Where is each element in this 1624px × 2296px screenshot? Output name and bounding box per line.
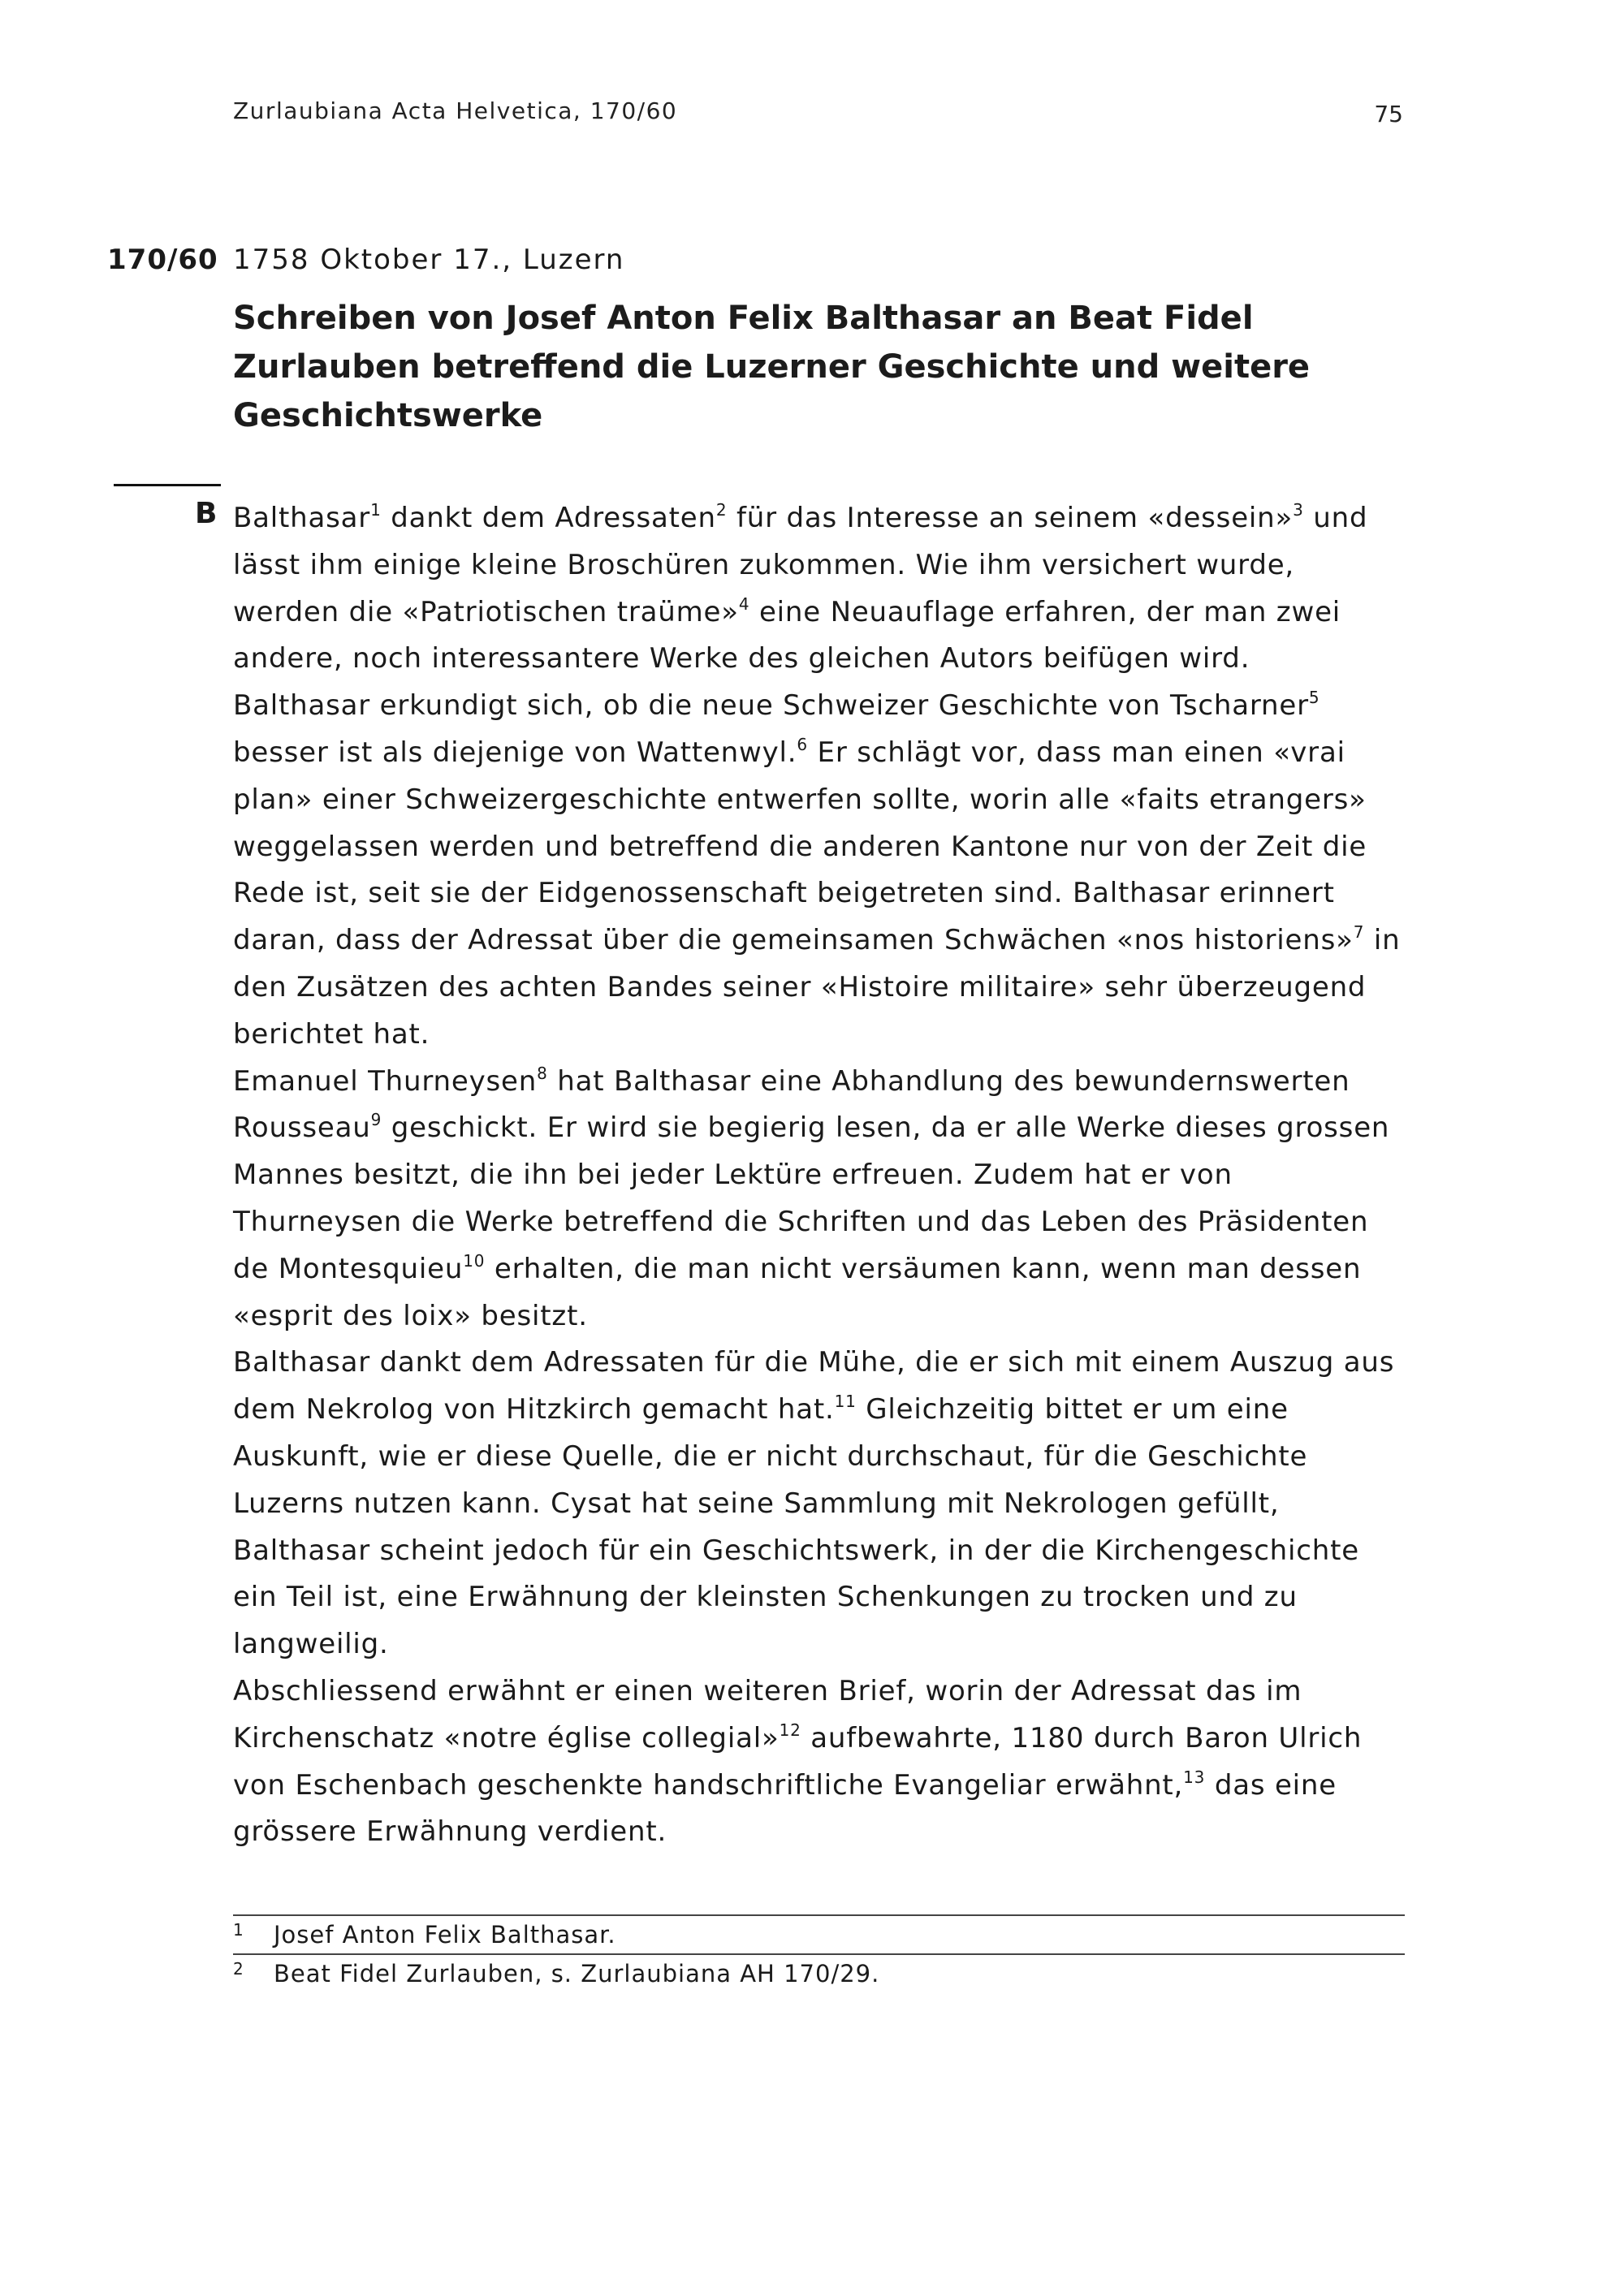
summary-line [233, 1387, 1435, 1434]
summary-text-segment: Luzerns nutzen kann. Cysat hat seine Sammlung mit Nekrologen gefüllt, [233, 1487, 1280, 1520]
summary-line [233, 870, 1435, 917]
document-date-place: 1758 Oktober 17., Luzern [233, 244, 625, 276]
summary-text-segment: in [1364, 924, 1401, 957]
footnote-marker: 6 [797, 734, 808, 754]
summary-line [233, 917, 1435, 965]
footnote-marker: 13 [1183, 1767, 1206, 1787]
summary-text-segment: werden die «Patriotischen traüme» [233, 595, 739, 628]
footnotes [233, 1914, 1405, 1992]
footnote-marker: 10 [463, 1250, 486, 1271]
summary-line [233, 1574, 1435, 1621]
footnote-text: Josef Anton Felix Balthasar. [274, 1921, 616, 1949]
summary-text-segment: von Eschenbach geschenkte handschriftliche Evangeliar erwähnt, [233, 1768, 1184, 1802]
summary-text-segment: Balthasar [233, 502, 371, 534]
summary-text-segment: Emanuel Thurneysen [233, 1064, 538, 1098]
summary-text-segment: dem Nekrolog von Hitzkirch gemacht hat. [233, 1393, 835, 1426]
title-line: Geschichtswerke [233, 397, 543, 434]
summary-text-segment: und [1303, 502, 1368, 534]
summary-line [233, 1105, 1435, 1152]
document-title [233, 294, 1419, 440]
summary-text-segment: dankt dem Adressaten [381, 502, 716, 534]
summary-text-segment: plan» einer Schweizergeschichte entwerfen sollte, worin alle «faits etrangers» [233, 783, 1367, 816]
section-divider [114, 484, 221, 486]
title-line: Schreiben von Josef Anton Felix Balthasar an Beat Fidel [233, 300, 1254, 337]
summary-line [233, 777, 1435, 824]
summary-text-segment: Rede ist, seit sie der Eidgenossenschaft beigetreten sind. Balthasar erinnert [233, 877, 1335, 910]
summary-text-segment: langweilig. [233, 1628, 389, 1661]
summary-text-segment: grössere Erwähnung verdient. [233, 1815, 667, 1849]
summary-line [233, 730, 1435, 777]
footnote-text: Beat Fidel Zurlauben, s. Zurlaubiana AH 170/29. [274, 1960, 880, 1987]
summary-text-segment: hat Balthasar eine Abhandlung des bewundernswerten [547, 1064, 1350, 1098]
summary-line [233, 1716, 1435, 1763]
summary-line [233, 1763, 1435, 1810]
summary-text-segment: Abschliessend erwähnt er einen weiteren Brief, worin der Adressat das im [233, 1674, 1302, 1707]
summary-text-segment: «esprit des loix» besitzt. [233, 1299, 588, 1332]
summary-line [233, 1246, 1435, 1293]
summary-line [233, 1434, 1435, 1481]
summary-line [233, 1668, 1435, 1716]
summary-text-segment: ein Teil ist, eine Erwähnung der kleinsten Schenkungen zu trocken und zu [233, 1581, 1298, 1614]
summary-text-segment: Rousseau [233, 1111, 371, 1145]
title-line: Zurlauben betreffend die Luzerner Geschichte und weitere [233, 348, 1311, 386]
summary-line [233, 495, 1435, 542]
summary-text-segment: andere, noch interessantere Werke des gleichen Autors beifügen wird. [233, 642, 1250, 675]
summary-text-segment: Mannes besitzt, die ihn bei jeder Lektüre erfreuen. Zudem hat er von [233, 1159, 1233, 1192]
summary-text-segment: de Montesquieu [233, 1252, 464, 1285]
footnote-number: 2 [233, 1959, 244, 1979]
summary-text-segment: besser ist als diejenige von Wattenwyl. [233, 736, 797, 769]
summary-line [233, 1809, 1435, 1856]
summary-text-segment: Balthasar scheint jedoch für ein Geschichtswerk, in der die Kirchengeschichte [233, 1534, 1359, 1567]
summary-text-segment: Er schlägt vor, dass man einen «vrai [807, 736, 1345, 769]
summary-line [233, 1340, 1435, 1387]
summary-line [233, 1528, 1435, 1575]
summary-text-segment: weggelassen werden und betreffend die anderen Kantone nur von der Zeit die [233, 830, 1367, 863]
summary-text-segment: Balthasar dankt dem Adressaten für die Mühe, die er sich mit einem Auszug aus [233, 1346, 1395, 1379]
footnote-marker: 2 [715, 500, 728, 520]
footnote-marker: 7 [1353, 922, 1365, 943]
summary-line [233, 1621, 1435, 1668]
summary-line [233, 1293, 1435, 1340]
summary-text-segment: Auskunft, wie er diese Quelle, die er nicht durchschaut, für die Geschichte [233, 1439, 1308, 1473]
summary-text-segment: daran, dass der Adressat über die gemeinsamen Schwächen «nos historiens» [233, 924, 1354, 957]
summary-line [233, 1199, 1435, 1246]
summary-text-segment: für das Interesse an seinem «dessein» [727, 502, 1294, 534]
footnote-marker: 8 [537, 1063, 548, 1083]
summary-text-segment: Balthasar erkundigt sich, ob die neue Schweizer Geschichte von Tscharner [233, 689, 1309, 723]
section-letter: B [195, 497, 218, 530]
page-number: 75 [1374, 101, 1403, 127]
summary-text-segment: das eine [1205, 1768, 1337, 1802]
summary-line [233, 965, 1435, 1012]
summary-text-segment: aufbewahrte, 1180 durch Baron Ulrich [801, 1721, 1363, 1754]
footnote [233, 1953, 1405, 1992]
summary-text [233, 495, 1435, 1856]
summary-text-segment: geschickt. Er wird sie begierig lesen, da er alle Werke dieses grossen [382, 1111, 1390, 1145]
summary-text-segment: lässt ihm einige kleine Broschüren zukommen. Wie ihm versichert wurde, [233, 548, 1295, 581]
summary-line [233, 1059, 1435, 1106]
document-number: 170/60 [107, 244, 218, 276]
summary-text-segment: Thurneysen die Werke betreffend die Schriften und das Leben des Präsidenten [233, 1205, 1369, 1238]
summary-text-segment: Kirchenschatz «notre église collegial» [233, 1721, 780, 1754]
footnote [233, 1914, 1405, 1953]
summary-line [233, 1012, 1435, 1059]
footnote-marker: 1 [370, 500, 382, 520]
footnote-marker: 12 [779, 1720, 801, 1740]
summary-text-segment: eine Neuauflage erfahren, der man zwei [749, 595, 1341, 628]
summary-line [233, 542, 1435, 589]
summary-text-segment: den Zusätzen des achten Bandes seiner «Histoire militaire» sehr überzeugend [233, 970, 1367, 1003]
summary-line [233, 1481, 1435, 1528]
summary-line [233, 589, 1435, 637]
summary-line [233, 636, 1435, 683]
footnote-marker: 3 [1293, 500, 1304, 520]
summary-line [233, 683, 1435, 730]
footnote-marker: 5 [1308, 688, 1320, 708]
summary-text-segment: erhalten, die man nicht versäumen kann, wenn man dessen [485, 1252, 1362, 1285]
summary-text-segment: Gleichzeitig bittet er um eine [856, 1393, 1289, 1426]
summary-text-segment: berichtet hat. [233, 1017, 430, 1051]
summary-line [233, 824, 1435, 871]
footnote-marker: 4 [738, 593, 750, 614]
footnote-number: 1 [233, 1920, 244, 1940]
footnote-marker: 11 [834, 1392, 857, 1412]
running-title: Zurlaubiana Acta Helvetica, 170/60 [233, 97, 678, 124]
summary-line [233, 1152, 1435, 1199]
footnote-marker: 9 [370, 1110, 382, 1130]
